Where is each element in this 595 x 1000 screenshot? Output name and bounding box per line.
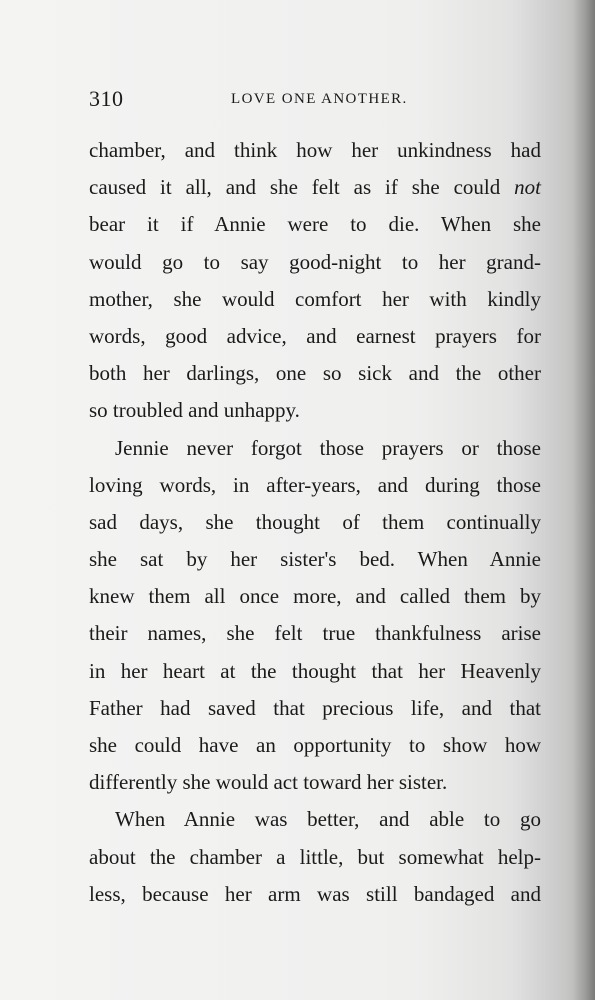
- running-head: LOVE ONE ANOTHER.: [231, 91, 408, 107]
- text-line: Father had saved that precious life, and that: [89, 695, 541, 720]
- paragraph-first-line: Jennie never forgot those prayers or those: [115, 435, 541, 460]
- paragraph-first-line: When Annie was better, and able to go: [115, 807, 541, 832]
- text-line: their names, she felt true thankfulness arise: [89, 621, 541, 646]
- text-line: both her darlings, one so sick and the other: [89, 361, 541, 386]
- text-line: loving words, in after-years, and during those: [89, 472, 541, 497]
- page-header: [89, 86, 541, 114]
- body-text: [89, 132, 541, 913]
- text-line: chamber, and think how her unkindness had: [89, 138, 541, 162]
- text-line-part: caused it all, and she felt as if she could: [89, 175, 501, 200]
- text-line: mother, she would comfort her with kindly: [89, 286, 541, 311]
- text-line: [89, 169, 541, 206]
- page-number: 310: [89, 86, 124, 111]
- page-edge-shadow: [573, 0, 595, 1000]
- text-line: so troubled and unhappy.: [89, 398, 300, 423]
- text-line: bear it if Annie were to die. When she: [89, 212, 541, 237]
- text-line: in her heart at the thought that her Heavenly: [89, 658, 541, 683]
- text-line: would go to say good-night to her grand-: [89, 249, 541, 274]
- text-line: sad days, she thought of them continually: [89, 509, 541, 534]
- text-line: she sat by her sister's bed. When Annie: [89, 547, 541, 572]
- text-line: she could have an opportunity to show how: [89, 733, 541, 757]
- text-line: knew them all once more, and called them by: [89, 584, 541, 609]
- text-line: differently she would act toward her sister.: [89, 770, 448, 795]
- italic-word: not: [514, 175, 542, 200]
- text-line: less, because her arm was still bandaged and: [89, 881, 541, 906]
- text-line: words, good advice, and earnest prayers for: [89, 323, 541, 348]
- text-line: about the chamber a little, but somewhat help-: [89, 844, 541, 869]
